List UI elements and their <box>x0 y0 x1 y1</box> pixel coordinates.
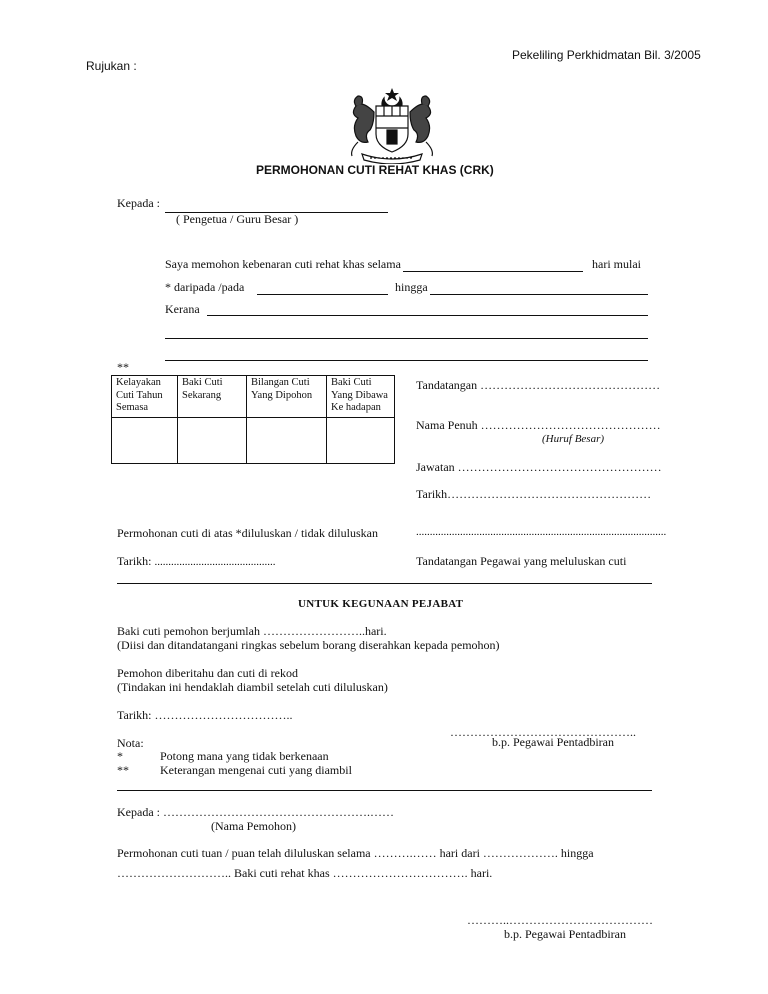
current-balance-cell[interactable] <box>178 418 247 464</box>
entitlement-cell[interactable] <box>112 418 178 464</box>
note-text-1: Potong mana yang tidak berkenaan <box>160 749 329 763</box>
note-mark-2: ** <box>117 763 129 777</box>
to-label: Kepada : <box>117 196 160 210</box>
section-divider-1 <box>117 583 652 584</box>
office-date-field[interactable]: Tarikh: …………………………….. <box>117 708 293 722</box>
header-carried-forward: Baki Cuti Yang Dibawa Ke hadapan <box>327 376 395 418</box>
circular-reference: Pekeliling Perkhidmatan Bil. 3/2005 <box>512 48 701 62</box>
from-date-input-line[interactable] <box>257 294 388 295</box>
reply-signature-dots[interactable]: ………..……………………………… <box>467 913 653 927</box>
malaysia-coat-of-arms-icon <box>340 84 444 164</box>
office-officer-label: b.p. Pegawai Pentadbiran <box>492 735 614 749</box>
approval-date-field[interactable]: Tarikh: ............................................ <box>117 554 276 568</box>
leave-table-input-row <box>112 418 395 464</box>
reason-input-line-1[interactable] <box>207 315 648 316</box>
days-start-label: hari mulai <box>592 257 641 271</box>
header-requested: Bilangan Cuti Yang Dipohon <box>247 376 327 418</box>
form-title: PERMOHONAN CUTI REHAT KHAS (CRK) <box>256 163 494 177</box>
applicant-name-hint: (Nama Pemohon) <box>211 819 296 833</box>
note-label: Nota: <box>117 736 144 750</box>
header-current-balance: Baki Cuti Sekarang <box>178 376 247 418</box>
signature-field[interactable]: Tandatangan ……………………………………… <box>416 378 661 392</box>
reason-label: Kerana <box>165 302 200 316</box>
leave-table <box>111 375 395 464</box>
capital-letters-hint: (Huruf Besar) <box>542 433 605 445</box>
notified-text: Pemohon diberitahu dan cuti di rekod <box>117 666 298 680</box>
office-signature-dots[interactable]: ……………………………………….. <box>450 725 636 739</box>
from-label: * daripada /pada <box>165 280 245 294</box>
requested-cell[interactable] <box>247 418 327 464</box>
leave-balance-note: (Diisi dan ditandatangani ringkas sebelum borang diserahkan kepada pemohon) <box>117 638 500 652</box>
reason-input-line-2[interactable] <box>165 338 648 339</box>
reference-label: Rujukan : <box>86 59 137 73</box>
note-text-2: Keterangan mengenai cuti yang diambil <box>160 763 352 777</box>
double-star-mark: ** <box>117 360 129 374</box>
note-mark-1: * <box>117 749 123 763</box>
approver-signature-dots[interactable]: ........................................................................................... <box>416 526 667 538</box>
section-divider-2 <box>117 790 652 791</box>
reply-approval-line-1: Permohonan cuti tuan / puan telah diluluskan selama ……….…… hari dari ………………. hingga <box>117 846 594 860</box>
header-entitlement: Kelayakan Cuti Tahun Semasa <box>112 376 178 418</box>
approver-label: Tandatangan Pegawai yang meluluskan cuti <box>416 554 627 568</box>
reply-approval-line-2: ……………………….. Baki cuti rehat khas ……………………………. hari. <box>117 866 493 880</box>
days-input-line[interactable] <box>403 271 583 272</box>
office-use-heading: UNTUK KEGUNAAN PEJABAT <box>298 598 464 610</box>
leave-table-header-row <box>112 376 395 418</box>
until-label: hingga <box>395 280 428 294</box>
full-name-field[interactable]: Nama Penuh ……………………………………… <box>416 418 661 432</box>
recipient-hint: ( Pengetua / Guru Besar ) <box>176 212 299 226</box>
reply-to-field[interactable]: Kepada : …………………………………………….…… <box>117 805 394 819</box>
reason-input-line-3[interactable] <box>165 360 648 361</box>
request-text: Saya memohon kebenaran cuti rehat khas selama <box>165 257 401 271</box>
date-field[interactable]: Tarikh…………………………………………… <box>416 487 652 501</box>
approval-statement: Permohonan cuti di atas *diluluskan / tidak diluluskan <box>117 526 378 540</box>
carried-forward-cell[interactable] <box>327 418 395 464</box>
until-date-input-line[interactable] <box>430 294 648 295</box>
reply-officer-label: b.p. Pegawai Pentadbiran <box>504 927 626 941</box>
position-field[interactable]: Jawatan …………………………………………… <box>416 460 662 474</box>
leave-balance-text: Baki cuti pemohon berjumlah ……………………..hari. <box>117 624 387 638</box>
notified-note: (Tindakan ini hendaklah diambil setelah cuti diluluskan) <box>117 680 388 694</box>
